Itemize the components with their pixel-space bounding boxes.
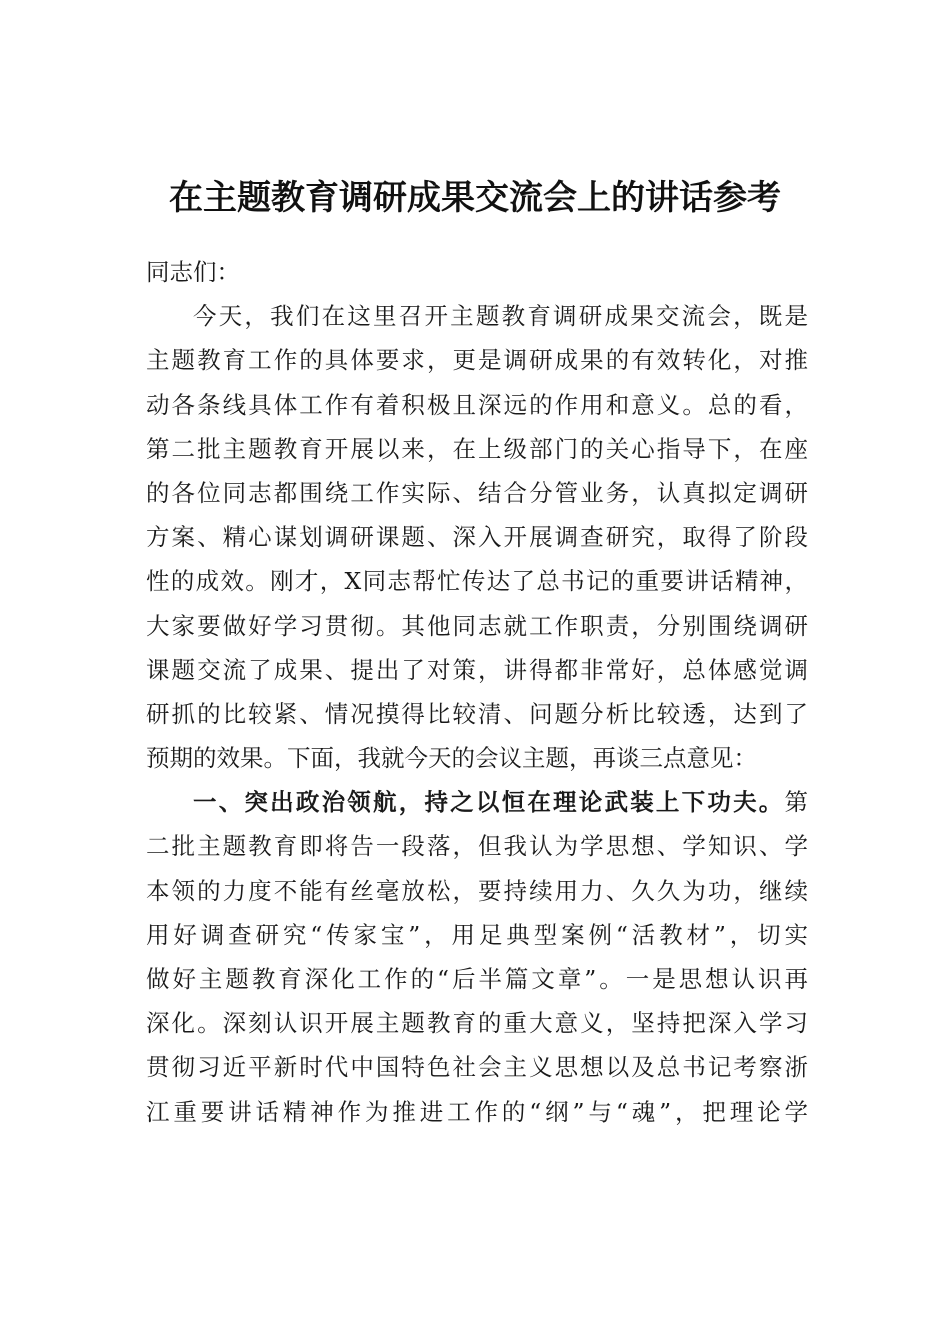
paragraph-line: 的各位同志都围绕工作实际、结合分管业务，认真拟定调研 bbox=[146, 478, 808, 507]
paragraph-line: 课题交流了成果、提出了对策，讲得都非常好，总体感觉调 bbox=[146, 655, 808, 684]
paragraph-line: 预期的效果。下面，我就今天的会议主题，再谈三点意见： bbox=[146, 744, 757, 773]
paragraph-line: 今天，我们在这里召开主题教育调研成果交流会，既是 bbox=[193, 302, 808, 331]
paragraph-line: 主题教育工作的具体要求，更是调研成果的有效转化，对推 bbox=[146, 346, 808, 375]
paragraph-line: 贯彻习近平新时代中国特色社会主义思想以及总书记考察浙 bbox=[146, 1053, 808, 1082]
section-heading: 一、突出政治领航，持之以恒在理论武装上下功夫。 bbox=[193, 788, 785, 817]
paragraph-line: 二批主题教育即将告一段落，但我认为学思想、学知识、学 bbox=[146, 832, 808, 861]
document-title: 在主题教育调研成果交流会上的讲话参考 bbox=[169, 178, 781, 218]
paragraph-line: 用好调查研究“传家宝”，用足典型案例“活教材”，切实 bbox=[146, 920, 808, 949]
paragraph-line: 研抓的比较紧、情况摸得比较清、问题分析比较透，达到了 bbox=[146, 699, 808, 728]
paragraph-line: 动各条线具体工作有着积极且深远的作用和意义。总的看， bbox=[146, 390, 808, 419]
paragraph-line: 做好主题教育深化工作的“后半篇文章”。一是思想认识再 bbox=[146, 965, 808, 993]
paragraph-line: 本领的力度不能有丝毫放松，要持续用力、久久为功，继续 bbox=[146, 876, 808, 905]
paragraph-line: 大家要做好学习贯彻。其他同志就工作职责，分别围绕调研 bbox=[146, 611, 808, 640]
section-heading-tail: 第 bbox=[784, 788, 808, 817]
section-one bbox=[146, 780, 808, 1134]
paragraph-line: 江重要讲话精神作为推进工作的“纲”与“魂”，把理论学 bbox=[146, 1097, 808, 1126]
paragraph-line: 方案、精心谋划调研课题、深入开展调查研究，取得了阶段 bbox=[146, 523, 808, 552]
salutation: 同志们： bbox=[146, 258, 240, 286]
paragraph-line: 深化。深刻认识开展主题教育的重大意义，坚持把深入学习 bbox=[146, 1009, 808, 1038]
paragraph-line: 第二批主题教育开展以来，在上级部门的关心指导下，在座 bbox=[146, 434, 808, 463]
document-body bbox=[146, 250, 808, 1134]
section-heading-line bbox=[146, 780, 808, 824]
paragraph-intro bbox=[146, 294, 808, 780]
paragraph-line: 性的成效。刚才，X同志帮忙传达了总书记的重要讲话精神， bbox=[146, 567, 808, 596]
